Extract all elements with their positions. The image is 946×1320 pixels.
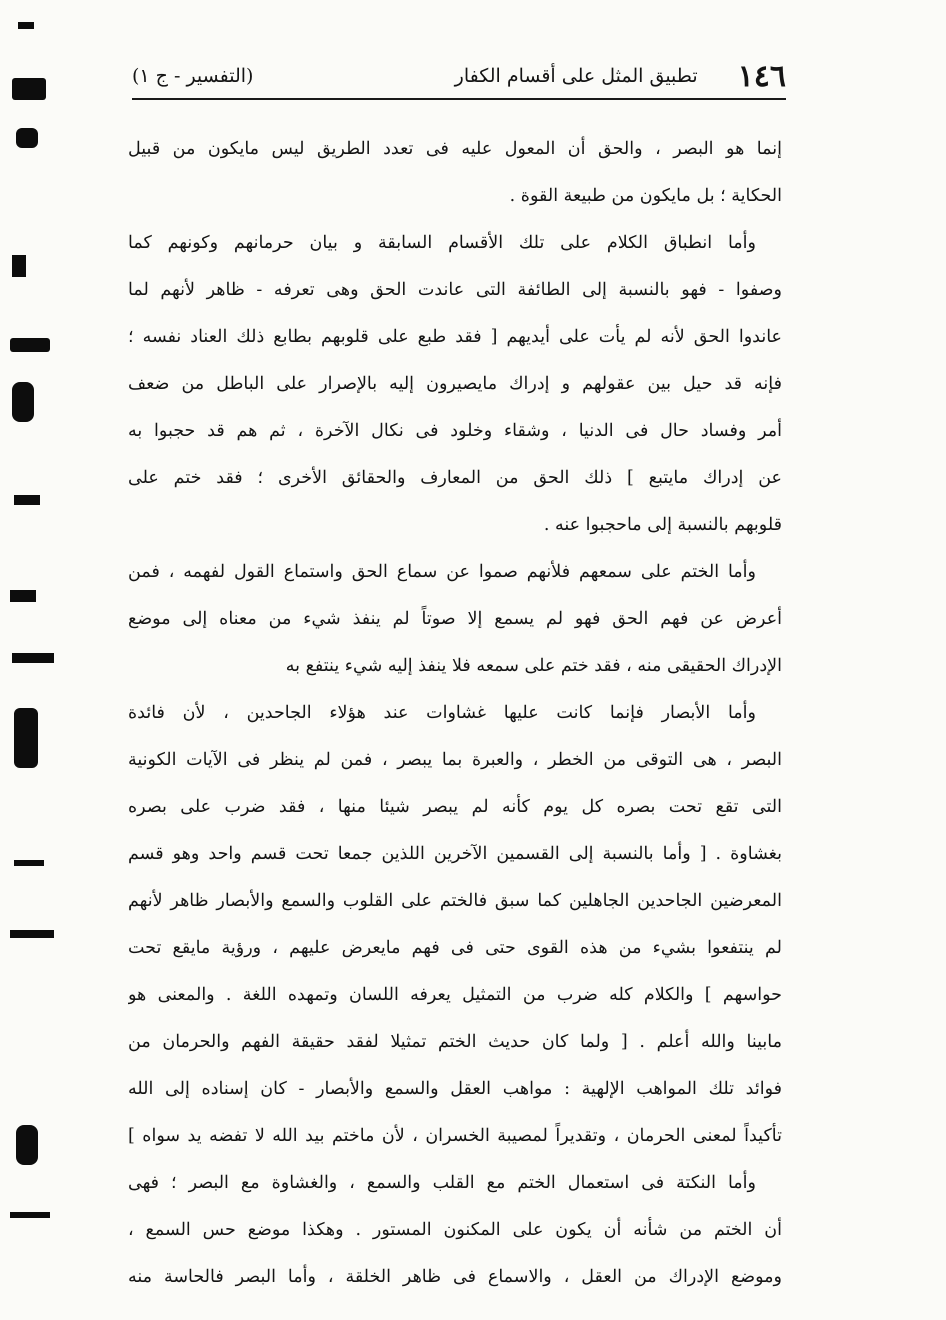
header-rule — [132, 98, 786, 100]
text-line: فوائد تلك المواهب الإلهية : مواهب العقل والسمع والأبصار - كان إسناده إلى الله — [128, 1079, 782, 1099]
section-label: (التفسير - ج ١) — [132, 65, 254, 87]
text-line: الحكاية ؛ بل مايكون من طبيعة القوة . — [509, 186, 782, 206]
text-line: وصفوا - فهو بالنسبة إلى الطائفة التى عاندت الحق وهى تعرفه - ظاهر لأنهم لما — [128, 280, 782, 300]
text-line: مابينا والله أعلم . [ ولما كان حديث الختم تمثيلا لفقد حقيقة الفهم والحرمان من — [128, 1032, 782, 1052]
page-header — [132, 56, 786, 96]
text-line: المعرضين الجاحدين الجاهلين كما سبق فالختم على القلوب والسمع والأبصار ظاهر لأنهم — [128, 891, 782, 911]
text-line: عاندوا الحق لأنه لم يأت على أيديهم [ فقد طبع على قلوبهم بطابع ذلك العناد نفسه ؛ — [128, 327, 782, 347]
text-line: البصر ، هى التوقى من الخطر ، والعبرة بما يبصر ، فمن لم ينظر فى الآيات الكونية — [128, 750, 782, 770]
text-line: الإدراك الحقيقى منه ، فقد ختم على سمعه فلا ينفذ إليه شيء ينتفع به — [285, 656, 782, 676]
binding-edge-marks — [0, 0, 60, 1320]
text-line: إنما هو البصر ، والحق أن المعول عليه فى تعدد الطريق ليس مايكون من قبيل — [128, 139, 782, 159]
text-line: بغشاوة . [ وأما بالنسبة إلى القسمين الآخرين اللذين جمعا تحت قسم واحد وهو قسم — [128, 844, 782, 864]
text-line: وأما الأبصار فإنما كانت عليها غشاوات عند هؤلاء الجاحدين ، لأن فائدة — [128, 703, 756, 723]
text-line: وأما النكتة فى استعمال الختم مع القلب والسمع ، والغشاوة مع البصر ؛ فهى — [128, 1173, 756, 1193]
body-text — [128, 126, 782, 1301]
text-line: وأما انطباق الكلام على تلك الأقسام السابقة و بيان حرمانهم وكونهم كما — [128, 233, 756, 253]
text-line: أن الختم من شأنه أن يكون على المكنون المستور . وهكذا موضع حس السمع ، — [128, 1220, 782, 1240]
text-line: تأكيداً لمعنى الحرمان ، وتقديراً لمصيبة الخسران ، لأن ماختم بيد الله لا تفضه يد سواه ] — [128, 1126, 782, 1146]
running-title: تطبيق المثل على أقسام الكفار — [454, 65, 698, 87]
text-line: وأما الختم على سمعهم فلأنهم صموا عن سماع الحق واستماع القول لفهمه ، فمن — [128, 562, 756, 582]
text-line: قلوبهم بالنسبة إلى ماحجبوا عنه . — [543, 515, 782, 535]
text-line: أمر وفساد حال فى الدنيا ، وشقاء وخلود فى نكال الآخرة ، ثم هم قد حجبوا به — [128, 421, 782, 441]
text-line: لم ينتفعوا بشيء من هذه القوى حتى فى فهم مايعرض عليهم ، ورؤية مايقع تحت — [128, 938, 782, 958]
text-line: حواسهم ] والكلام كله ضرب من التمثيل يعرفه اللسان وتمهده اللغة . والمعنى هو — [128, 985, 782, 1005]
page-number: ١٤٦ — [737, 58, 786, 94]
text-line: عن إدراك مايتبع ] ذلك الحق من المعارف والحقائق الأخرى ؛ فقد ختم على — [128, 468, 782, 488]
text-line: أعرض عن فهم الحق فهو لم يسمع إلا صوتاً لم ينفذ شيء من معناه إلى موضع — [128, 609, 782, 629]
text-line: فإنه قد حيل بين عقولهم و إدراك مايصيرون إليه بالإصرار على الباطل من ضعف — [128, 374, 782, 394]
text-line: التى تقع تحت بصره كل يوم كأنه لم يبصر شيئا منها ، فقد ضرب على بصره — [128, 797, 782, 817]
text-line: وموضع الإدراك من العقل ، والاسماع فى ظاهر الخلقة ، وأما البصر فالحاسة منه — [128, 1267, 782, 1287]
